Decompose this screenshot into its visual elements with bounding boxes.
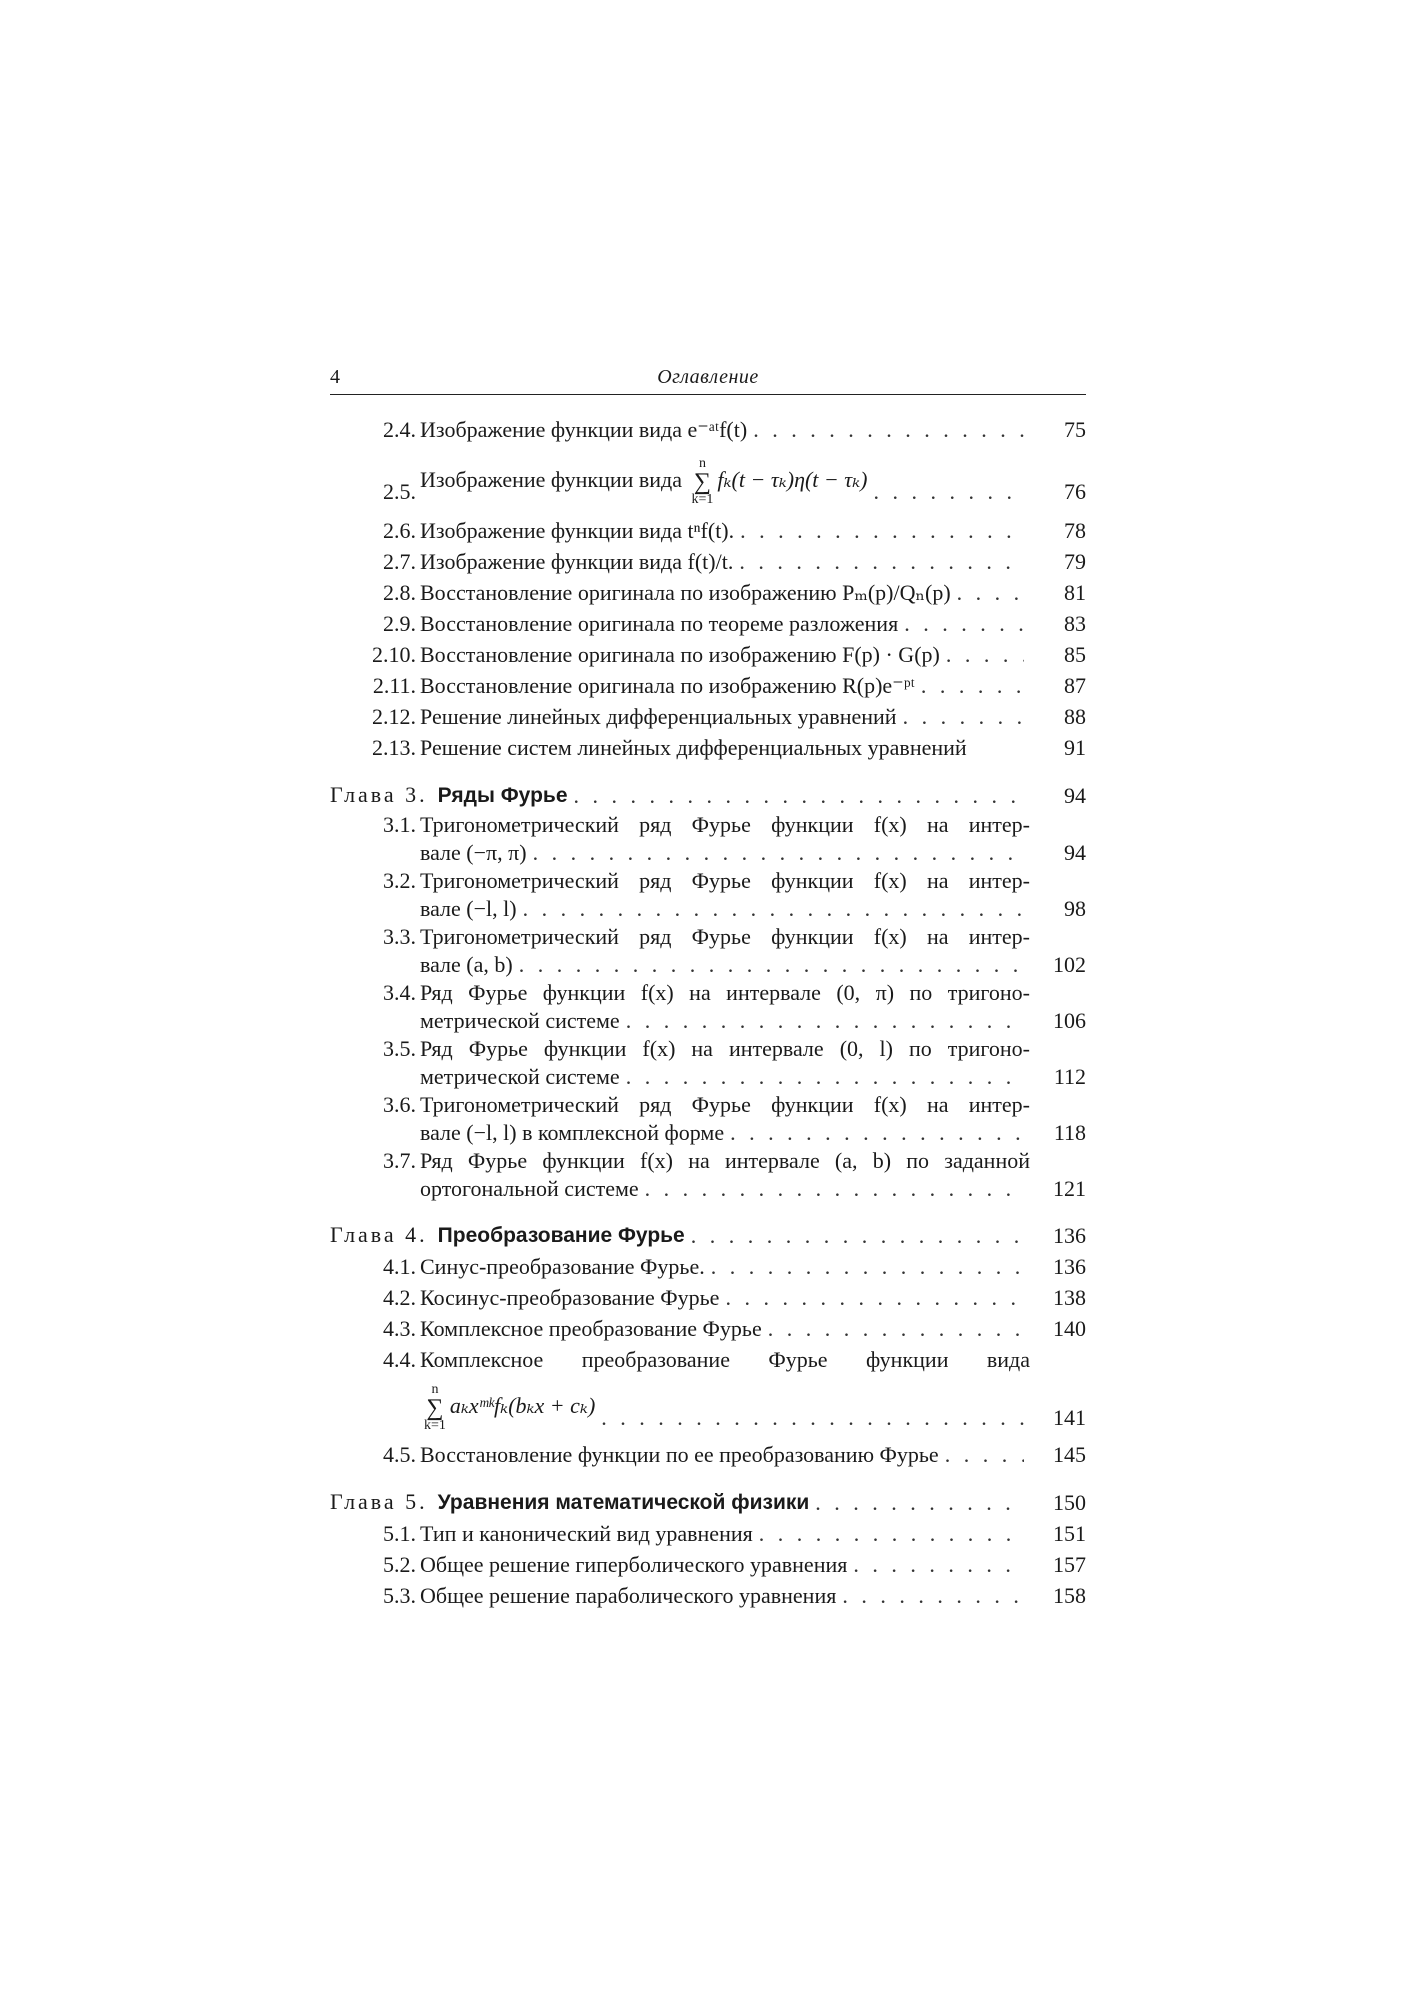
entry-page: 145 (1053, 1442, 1086, 1467)
entry-title-line1: Тригонометрический ряд Фурье функции f(x) на интер- (420, 1092, 1030, 1117)
entry-number: 2.5. (383, 479, 416, 504)
chapter-title: Преобразование Фурье (437, 1224, 685, 1247)
toc-entry[interactable] (330, 732, 1086, 763)
leader-dots (945, 1439, 1024, 1470)
entry-title: Решение линейных дифференциальных уравнений (420, 704, 897, 729)
page-title: Оглавление (657, 366, 759, 388)
entry-title-line1: Ряд Фурье функции f(x) на интервале (a, b) по заданной (420, 1148, 1030, 1173)
entry-title: Тип и канонический вид уравнения (420, 1521, 753, 1546)
leader-dots (853, 1549, 1024, 1580)
entry-number: 3.3. (383, 924, 416, 949)
entry-number: 3.5. (383, 1036, 416, 1061)
entry-number: 5.3. (383, 1583, 416, 1608)
chapter-page: 150 (1053, 1490, 1086, 1515)
entry-number: 2.13. (372, 735, 416, 760)
entry-number: 3.2. (383, 868, 416, 893)
entry-title: Изображение функции вида e⁻ᵃᵗf(t) (420, 417, 748, 442)
entry-page: 78 (1064, 518, 1086, 543)
toc-entry[interactable] (330, 1282, 1086, 1313)
entry-title-line2: вале (−l, l) в комплексной форме (420, 1120, 725, 1145)
leader-dots (921, 670, 1024, 701)
entry-number: 4.3. (383, 1316, 416, 1341)
toc-entry[interactable] (330, 1035, 1086, 1091)
entry-title: Общее решение гиперболического уравнения (420, 1552, 848, 1577)
entry-page: 157 (1053, 1552, 1086, 1577)
leader-dots (815, 1487, 1024, 1518)
leader-dots (711, 1251, 1024, 1282)
toc-entry[interactable] (330, 701, 1086, 732)
entry-number: 2.8. (383, 580, 416, 605)
math-expression: fₖ(t − τₖ)η(t − τₖ) (717, 467, 868, 493)
leader-dots (601, 1402, 1024, 1433)
entry-number: 3.7. (383, 1148, 416, 1173)
toc-entry[interactable] (330, 414, 1086, 445)
entry-page: 94 (1064, 840, 1086, 865)
entry-page: 91 (1064, 735, 1086, 760)
entry-number: 5.2. (383, 1552, 416, 1577)
entry-number: 3.4. (383, 980, 416, 1005)
entry-page: 151 (1053, 1521, 1086, 1546)
entry-page: 98 (1064, 896, 1086, 921)
leader-dots (759, 1518, 1024, 1549)
entry-title-line2: ортогональной системе (420, 1176, 639, 1201)
toc-entry[interactable] (330, 1251, 1086, 1282)
chapter-page: 94 (1064, 783, 1086, 808)
leader-dots (904, 608, 1024, 639)
entry-title: Восстановление оригинала по теореме разложения (420, 611, 899, 636)
chapter-page: 136 (1053, 1223, 1086, 1248)
toc-entry[interactable] (330, 1344, 1086, 1433)
page-number: 4 (330, 366, 340, 388)
entry-title-line1: Ряд Фурье функции f(x) на интервале (0, π) по тригоно- (420, 980, 1030, 1005)
leader-dots (903, 701, 1024, 732)
entry-page: 88 (1064, 704, 1086, 729)
leader-dots (739, 546, 1024, 577)
leader-dots (740, 515, 1024, 546)
toc-entry[interactable] (330, 670, 1086, 701)
entry-page: 83 (1064, 611, 1086, 636)
entry-title: Восстановление оригинала по изображению F(p) · G(p) (420, 642, 940, 667)
toc-entry[interactable] (330, 515, 1086, 546)
leader-dots (691, 1220, 1024, 1251)
toc-entry[interactable] (330, 608, 1086, 639)
toc-entry[interactable] (330, 639, 1086, 670)
leader-dots (574, 780, 1025, 811)
toc-entry[interactable] (330, 811, 1086, 867)
summation-symbol: n ∑ k=1 (424, 1382, 446, 1433)
chapter-heading[interactable] (330, 779, 1086, 811)
toc-entry[interactable] (330, 1313, 1086, 1344)
math-expression: aₖxᵐᵏfₖ(bₖx + cₖ) (449, 1393, 596, 1419)
entry-number: 2.7. (383, 549, 416, 574)
toc-entry[interactable] (330, 1147, 1086, 1203)
entry-title-line2: вале (a, b) (420, 952, 513, 977)
entry-title: Восстановление оригинала по изображению R(p)e⁻ᵖᵗ (420, 673, 915, 698)
toc-entry[interactable] (330, 1580, 1086, 1611)
entry-page: 102 (1053, 952, 1086, 977)
entry-title: Изображение функции вида tⁿf(t). (420, 518, 735, 543)
toc-entry[interactable] (330, 1549, 1086, 1580)
toc-entry[interactable] (330, 979, 1086, 1035)
entry-page: 112 (1053, 1064, 1086, 1089)
toc-entry[interactable] (330, 1439, 1086, 1470)
leader-dots (753, 414, 1024, 445)
entry-page: 76 (1064, 479, 1086, 504)
entry-number: 3.1. (383, 812, 416, 837)
entry-page: 87 (1064, 673, 1086, 698)
entry-title: Восстановление функции по ее преобразованию Фурье (420, 1442, 939, 1467)
entry-number: 2.12. (372, 704, 416, 729)
entry-page: 140 (1053, 1316, 1086, 1341)
leader-dots (842, 1580, 1024, 1611)
entry-page: 81 (1064, 580, 1086, 605)
chapter-label: Глава 3. (330, 782, 428, 807)
entry-number: 4.1. (383, 1254, 416, 1279)
leader-dots (730, 1119, 1024, 1147)
entry-title: Косинус-преобразование Фурье (420, 1285, 720, 1310)
toc-entry[interactable] (330, 1091, 1086, 1147)
entry-title: Общее решение параболического уравнения (420, 1583, 837, 1608)
toc-entry[interactable] (330, 867, 1086, 923)
entry-title: Решение систем линейных дифференциальных уравнений (420, 735, 967, 760)
chapter-title: Уравнения математической физики (437, 1491, 810, 1514)
toc-entry[interactable] (330, 577, 1086, 608)
entry-number: 2.11. (372, 673, 416, 698)
entry-page: 138 (1053, 1285, 1086, 1310)
leader-dots (626, 1063, 1024, 1091)
entry-title-line1: Тригонометрический ряд Фурье функции f(x) на интер- (420, 868, 1030, 893)
entry-page: 121 (1053, 1176, 1086, 1201)
toc-entry[interactable] (330, 445, 1086, 515)
entry-title-line1: Комплексное преобразование Фурье функции вида (420, 1347, 1030, 1372)
chapter-title: Ряды Фурье (437, 784, 568, 807)
entry-title: Изображение функции вида n ∑ k=1 fₖ(t − τₖ)η(t − τₖ) (420, 456, 868, 507)
entry-title-line2: вале (−π, π) (420, 840, 527, 865)
entry-page: 136 (1053, 1254, 1086, 1279)
leader-dots (519, 951, 1024, 979)
entry-number: 4.2. (383, 1285, 416, 1310)
toc-entry[interactable] (330, 923, 1086, 979)
chapter-heading[interactable] (330, 1219, 1086, 1251)
entry-number: 2.10. (372, 642, 416, 667)
leader-dots (874, 476, 1025, 507)
entry-number: 2.6. (383, 518, 416, 543)
entry-page: 118 (1053, 1120, 1086, 1145)
entry-number: 5.1. (383, 1521, 416, 1546)
entry-title-line2: метрической системе (420, 1008, 620, 1033)
entry-page: 79 (1064, 549, 1086, 574)
entry-title: Восстановление оригинала по изображению Pₘ(p)/Qₙ(p) (420, 580, 951, 605)
chapter-heading[interactable] (330, 1486, 1086, 1518)
entry-title-line1: Тригонометрический ряд Фурье функции f(x) на интер- (420, 924, 1030, 949)
entry-title-line1: Ряд Фурье функции f(x) на интервале (0, l) по тригоно- (420, 1036, 1030, 1061)
table-of-contents (330, 414, 1086, 1611)
entry-title-line2: метрической системе (420, 1064, 620, 1089)
entry-page: 85 (1064, 642, 1086, 667)
leader-dots (768, 1313, 1024, 1344)
entry-page: 106 (1053, 1008, 1086, 1033)
leader-dots (626, 1007, 1024, 1035)
entry-title-line2: вале (−l, l) (420, 896, 517, 921)
leader-dots (946, 639, 1024, 670)
toc-entry[interactable] (330, 546, 1086, 577)
entry-title: Синус-преобразование Фурье. (420, 1254, 705, 1279)
leader-dots (957, 577, 1024, 608)
running-header (330, 364, 1086, 395)
entry-title-line2 (420, 1383, 595, 1433)
leader-dots (725, 1282, 1024, 1313)
toc-entry[interactable] (330, 1518, 1086, 1549)
entry-number: 2.9. (383, 611, 416, 636)
entry-page: 141 (1053, 1405, 1086, 1430)
entry-number: 2.4. (383, 417, 416, 442)
entry-number: 4.4. (383, 1347, 416, 1372)
leader-dots (533, 839, 1024, 867)
entry-title: Изображение функции вида f(t)/t. (420, 549, 734, 574)
chapter-label: Глава 5. (330, 1489, 428, 1514)
entry-page: 75 (1064, 417, 1086, 442)
entry-title-line1: Тригонометрический ряд Фурье функции f(x) на интер- (420, 812, 1030, 837)
leader-dots (645, 1175, 1024, 1203)
chapter-label: Глава 4. (330, 1222, 428, 1247)
entry-number: 4.5. (383, 1442, 416, 1467)
entry-number: 3.6. (383, 1092, 416, 1117)
summation-symbol: n ∑ k=1 (691, 456, 714, 507)
entry-title: Комплексное преобразование Фурье (420, 1316, 762, 1341)
entry-page: 158 (1053, 1583, 1086, 1608)
leader-dots (523, 895, 1024, 923)
